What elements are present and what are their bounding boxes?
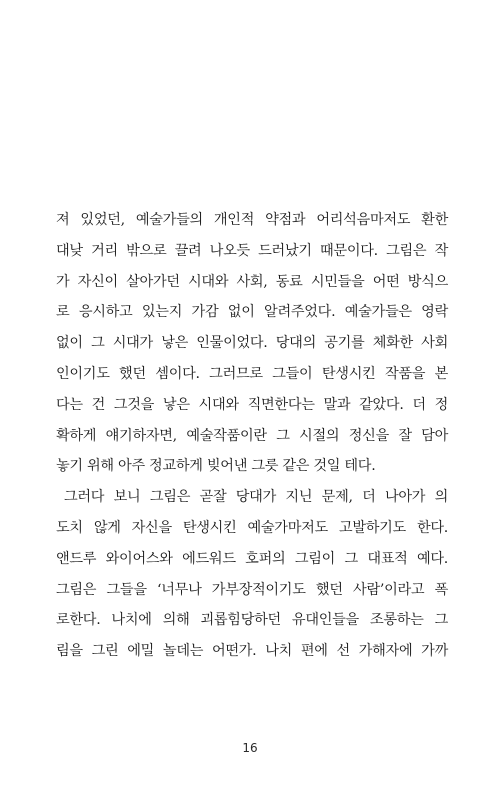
body-text — [56, 205, 448, 667]
text-line: 앤드루 와이어스와 에드워드 호퍼의 그림이 그 대표적 예다. — [56, 550, 448, 567]
text-line: 놓기 위해 아주 정교하게 빚어낸 그릇 같은 것일 테다. — [56, 458, 376, 475]
text-line: 확하게 얘기하자면, 예술작품이란 그 시절의 정신을 잘 담아 — [56, 427, 448, 444]
paragraph-2 — [56, 482, 448, 667]
text-line: 인이기도 했던 셈이다. 그러므로 그들이 탄생시킨 작품을 본 — [56, 365, 448, 382]
paragraph-1 — [56, 205, 448, 482]
text-line: 그림은 그들을 ‘너무나 가부장적이기도 했던 사람’이라고 폭 — [56, 581, 448, 598]
text-line: 져 있었던, 예술가들의 개인적 약점과 어리석음마저도 환한 — [56, 212, 448, 228]
text-line: 대낮 거리 밖으로 끌려 나오듯 드러났기 때문이다. 그림은 작 — [56, 242, 448, 259]
text-line: 도치 않게 자신을 탄생시킨 예술가마저도 고발하기도 한다. — [56, 519, 448, 536]
text-line: 다는 건 그것을 낳은 시대와 직면한다는 말과 같았다. 더 정 — [56, 396, 448, 413]
text-line: 가 자신이 살아가던 시대와 사회, 동료 시민들을 어떤 방식으 — [56, 273, 448, 290]
text-line: 림을 그린 에밀 놀데는 어떤가. 나치 편에 선 가해자에 가까 — [56, 643, 448, 660]
text-line: 그러다 보니 그림은 곧잘 당대가 지닌 문제, 더 나아가 의 — [64, 489, 448, 506]
text-line: 로 응시하고 있는지 가감 없이 알려주었다. 예술가들은 영락 — [56, 304, 448, 321]
text-line: 없이 그 시대가 낳은 인물이었다. 당대의 공기를 체화한 사회 — [56, 335, 448, 352]
page-number: 16 — [242, 741, 258, 755]
text-line: 로한다. 나치에 의해 괴롭힘당하던 유대인들을 조롱하는 그 — [56, 612, 448, 629]
